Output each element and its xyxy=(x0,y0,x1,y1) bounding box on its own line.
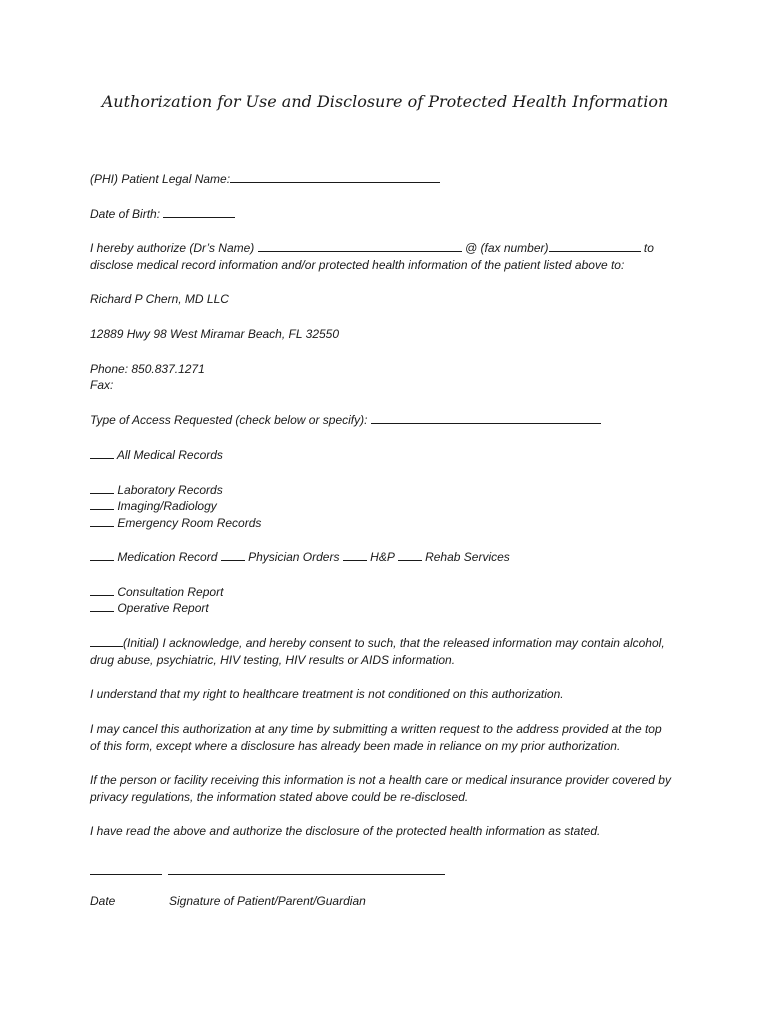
option-label: Rehab Services xyxy=(425,550,510,564)
option-operative xyxy=(90,600,209,616)
check-laboratory[interactable] xyxy=(90,482,114,494)
patient-name-label: (PHI) Patient Legal Name: xyxy=(90,172,231,186)
dob-field[interactable] xyxy=(163,206,235,218)
option-label: Physician Orders xyxy=(248,550,340,564)
access-specify-field[interactable] xyxy=(371,412,601,424)
redisclose-line1: If the person or facility receiving this information is not a health care or medical insurance provider covered by xyxy=(90,773,671,787)
date-label: Date xyxy=(90,894,116,908)
option-label: Consultation Report xyxy=(117,585,224,599)
provider-fax: Fax: xyxy=(90,378,114,392)
option-label: Operative Report xyxy=(117,601,209,615)
check-consultation[interactable] xyxy=(90,584,114,596)
option-all-medical xyxy=(90,447,223,463)
date-signature-line[interactable] xyxy=(90,873,162,875)
patient-name-field[interactable] xyxy=(230,171,440,183)
option-label: Emergency Room Records xyxy=(117,516,262,530)
dob-label: Date of Birth: xyxy=(90,207,161,221)
fax-number-field[interactable] xyxy=(549,240,641,252)
option-label: All Medical Records xyxy=(116,448,223,462)
option-emergency xyxy=(90,515,261,531)
access-row xyxy=(90,412,601,428)
read-statement: I have read the above and authorize the disclosure of the protected health information as stated. xyxy=(90,824,601,838)
check-rehab[interactable] xyxy=(398,549,422,561)
signature-label: Signature of Patient/Parent/Guardian xyxy=(169,894,366,908)
authorize-row xyxy=(90,240,654,256)
page-title: Authorization for Use and Disclosure of Protected Health Information xyxy=(101,92,669,111)
check-operative[interactable] xyxy=(90,600,114,612)
authorize-prefix: I hereby authorize (Dr’s Name) xyxy=(90,241,255,255)
dob-row xyxy=(90,206,235,222)
patient-name-row xyxy=(90,171,440,187)
check-emergency[interactable] xyxy=(90,515,114,527)
check-imaging[interactable] xyxy=(90,498,114,510)
doctor-name-field[interactable] xyxy=(258,240,462,252)
initial-row xyxy=(90,635,665,651)
to-label: to xyxy=(643,241,654,255)
check-all-medical[interactable] xyxy=(90,447,114,459)
initial-text: (Initial) I acknowledge, and hereby consent to such, that the released information may contain alcohol, xyxy=(123,636,665,650)
option-label: Laboratory Records xyxy=(117,483,223,497)
initial-line2: drug abuse, psychiatric, HIV testing, HIV results or AIDS information. xyxy=(90,653,456,667)
check-medication[interactable] xyxy=(90,549,114,561)
access-label: Type of Access Requested (check below or specify): xyxy=(90,413,368,427)
option-consultation xyxy=(90,584,223,600)
fax-label: @ (fax number) xyxy=(464,241,549,255)
option-laboratory xyxy=(90,482,223,498)
initial-field[interactable] xyxy=(90,635,123,647)
check-hp[interactable] xyxy=(343,549,367,561)
redisclose-line2: privacy regulations, the information stated above could be re-disclosed. xyxy=(90,790,469,804)
provider-phone: Phone: 850.837.1271 xyxy=(90,362,205,376)
signature-line[interactable] xyxy=(168,873,445,875)
cancel-line1: I may cancel this authorization at any time by submitting a written request to the address provided at the top xyxy=(90,722,662,736)
cancel-line2: of this form, except where a disclosure has already been made in reliance on my prior authorization. xyxy=(90,739,621,753)
option-label: Medication Record xyxy=(117,550,218,564)
provider-name: Richard P Chern, MD LLC xyxy=(90,292,229,306)
understand-statement: I understand that my right to healthcare treatment is not conditioned on this authorization. xyxy=(90,687,564,701)
option-label: Imaging/Radiology xyxy=(117,499,217,513)
provider-address: 12889 Hwy 98 West Miramar Beach, FL 32550 xyxy=(90,327,340,341)
option-row-medication xyxy=(90,549,510,565)
check-physician[interactable] xyxy=(221,549,245,561)
option-label: H&P xyxy=(370,550,395,564)
option-imaging xyxy=(90,498,217,514)
authorize-line2: disclose medical record information and/or protected health information of the patient listed above to: xyxy=(90,258,625,272)
